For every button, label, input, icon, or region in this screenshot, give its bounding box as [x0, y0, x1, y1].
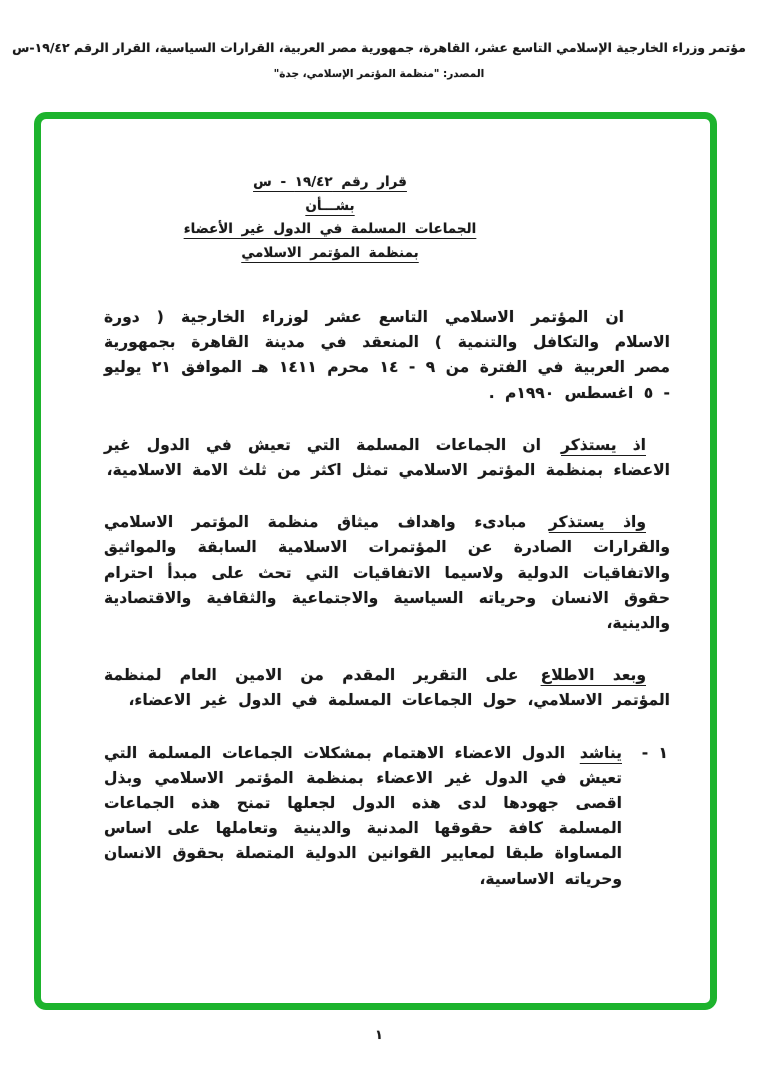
- paragraph-text: ان المؤتمر الاسلامي التاسع عشر لوزراء الخارجية ( دورة الاسلام والتكافل والتنمية ) المنعقد في مدينة القاهرة بجمهورية مصر العربية في الفترة من ٩ - ١٤ محرم ١٤١١ هـ الموافق ٢١ يوليو - ٥ اغسطس ١٩٩٠م .: [104, 308, 670, 402]
- recalling-communities-paragraph: [104, 433, 670, 483]
- paragraph-text: مبادىء واهداف ميثاق منظمة المؤتمر الاسلامي والقرارات الصادرة عن المؤتمرات الاسلامية السابقة والمواثيق والاتفاقيات الدولية ولاسيما الاتفاقيات التي تحث على مبدأ احترام حقوق الانسان وحرياته السياسية والاجتماعية والثقافية والاقتصادية والدينية،: [104, 513, 670, 633]
- page-number: ١: [375, 1028, 383, 1043]
- paragraph-lead: واذ يستذكر: [548, 513, 646, 532]
- resolution-title-block: [80, 171, 580, 265]
- resolution-subject-line: الجماعات المسلمة في الدول غير الأعضاء: [183, 221, 477, 237]
- paragraph-lead: اذ يستذكر: [561, 435, 646, 454]
- item-number: ١ -: [641, 743, 668, 762]
- paragraph-lead: وبعد الاطلاع: [540, 666, 646, 685]
- header-source-line: المصدر: "منظمة المؤتمر الإسلامي، جدة": [273, 68, 485, 80]
- paragraph-text: ان الجماعات المسلمة التي تعيش في الدول غير الاعضاء بمنظمة المؤتمر الاسلامي تمثل اكثر من ثلث الامة الاسلامية،: [104, 435, 670, 480]
- paragraph-text: على التقرير المقدم من الامين العام لمنظمة المؤتمر الاسلامي، حول الجماعات المسلمة في الدول غير الاعضاء،: [104, 666, 670, 710]
- resolution-organization-line: بمنظمة المؤتمر الاسلامي: [241, 244, 419, 261]
- resolution-number-line: قرار رقم ١٩/٤٢ - س: [253, 174, 407, 190]
- item-lead: يناشد: [579, 743, 622, 762]
- document-body: [104, 305, 670, 892]
- operative-item-1: [104, 741, 670, 892]
- having-reviewed-report-paragraph: [104, 663, 670, 713]
- preamble-session-paragraph: [104, 305, 670, 406]
- item-text: الدول الاعضاء الاهتمام بمشكلات الجماعات المسلمة التي تعيش في الدول غير الاعضاء بمنظمة المؤتمر الاسلامي وبذل اقصى جهودها لدى هذه الدول لجعلها تمنح هذه الجماعات المسلمة كافة حقوقها المدنية والدينية وتعاملها على اساس المساواة طبقا لمعايير القوانين الدولية المتصلة بحقوق الانسان وحرياته الاساسية،: [104, 743, 622, 888]
- document-frame: [34, 112, 717, 1010]
- resolution-regarding-line: بشـــأن: [305, 197, 355, 214]
- header-citation-line: مؤتمر وزراء الخارجية الإسلامي التاسع عشر، القاهرة، جمهورية مصر العربية، القرارات السياسية، القرار الرقم ١٩/٤٢-س: [12, 40, 746, 55]
- recalling-charter-paragraph: [104, 510, 670, 636]
